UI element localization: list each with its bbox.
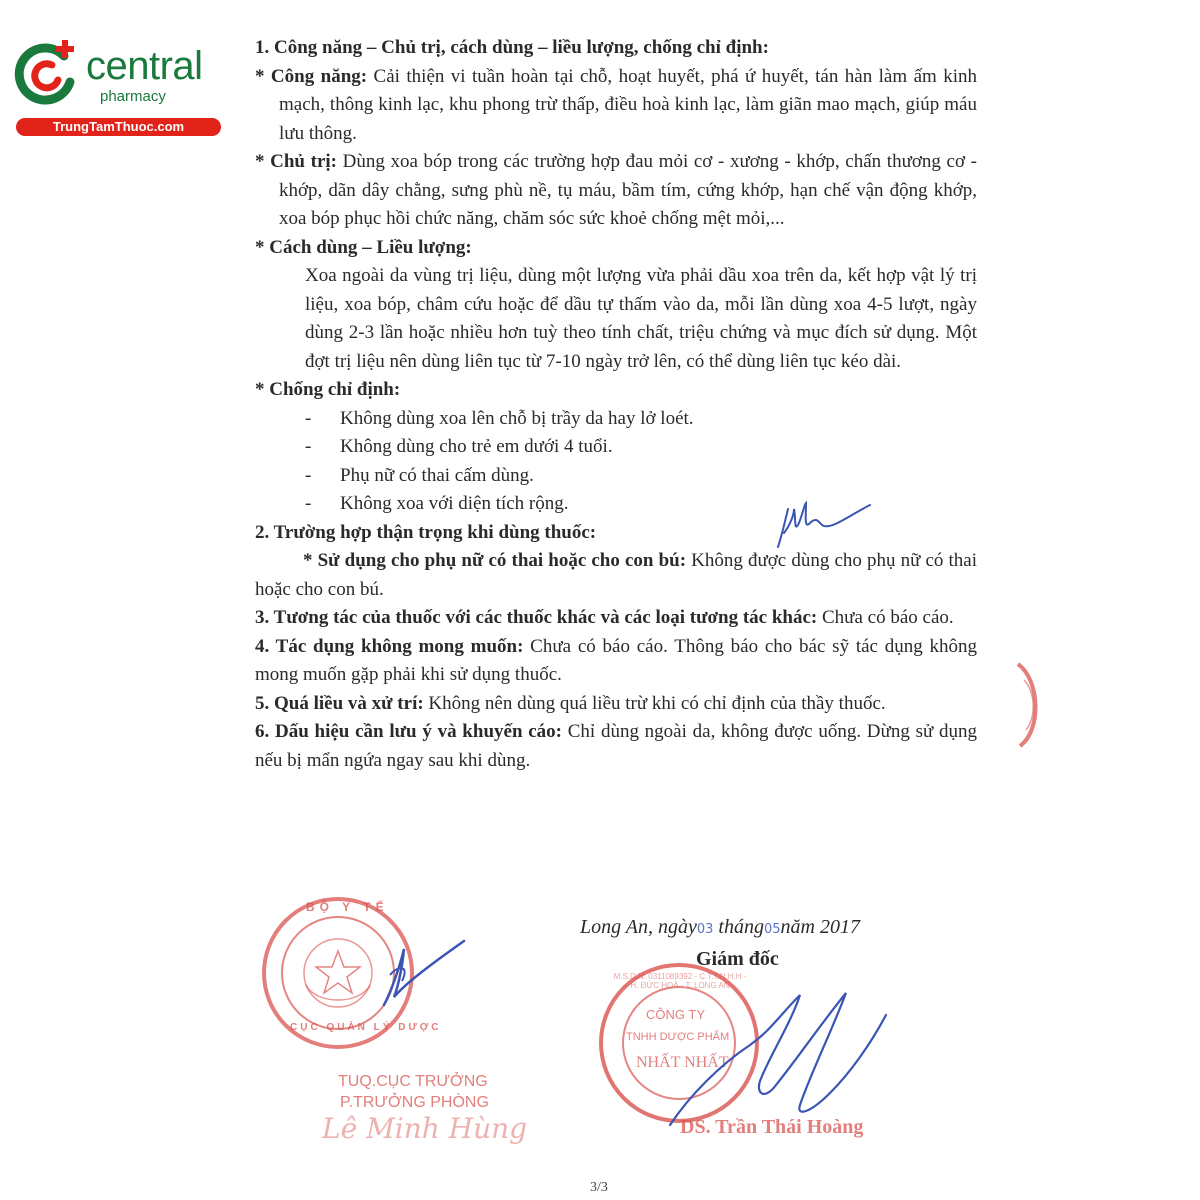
section-3-paragraph	[255, 604, 977, 633]
section-5-paragraph	[255, 690, 977, 719]
section-6-text: Chỉ dùng ngoài da, không được uống. Dừng sử dụng nếu bị mẩn ngứa ngay sau khi dùng.	[255, 721, 977, 771]
cach-dung-label: * Cách dùng – Liều lượng:	[255, 236, 472, 258]
chu-tri-text: Dùng xoa bóp trong các trường hợp đau mỏi cơ - xương - khớp, chấn thương cơ - khớp, dãn dây chằng, sưng phù nề, tụ máu, bầm tím, cứng khớp, hạn chế vận động khớp, xoa bóp phục hồi chức năng, chăm sóc sức khoẻ chống mệt mỏi,...	[279, 151, 978, 229]
bullet-dash: -	[305, 464, 312, 486]
section-2-paragraph	[255, 547, 977, 604]
logo-wordmark: central	[86, 44, 203, 88]
left-signer-name: Lê Minh Hùng	[322, 1112, 528, 1145]
signing-date	[580, 916, 860, 939]
section-5-text: Không nên dùng quá liều trừ khi có chỉ định của thầy thuốc.	[423, 692, 886, 714]
contraindication-text: Không dùng xoa lên chỗ bị trầy da hay lở loét.	[340, 407, 694, 429]
logo-subtitle: pharmacy	[100, 88, 166, 105]
section-4-label: 4. Tác dụng không mong muốn:	[255, 635, 524, 657]
bullet-dash: -	[305, 493, 312, 514]
chong-chi-dinh-label: * Chống chỉ định:	[255, 379, 401, 400]
date-day: 03	[696, 922, 714, 937]
section-4-paragraph	[255, 633, 977, 690]
cach-dung-text: Xoa ngoài da vùng trị liệu, dùng một lượng vừa phải dầu xoa trên da, kết hợp vật lý trị liệu, xoa bóp, châm cứu hoặc để dầu tự thấm vào da, mỗi lần dùng xoa 4-5 lượt, ngày dùng 2-3 lần hoặc nhiều hơn tuỳ theo tính chất, triệu chứng và mục đích sử dụng. Một đợt trị liệu nên dùng liên tục từ 7-10 ngày trở lên, có thể dùng liên tục kéo dài.	[305, 265, 977, 372]
company-stamp-line-3: NHẤT NHẤT	[636, 1054, 729, 1071]
date-month-word: tháng	[718, 916, 764, 938]
initials-signature-icon	[770, 495, 880, 555]
page-number: 3/3	[590, 1180, 608, 1195]
chu-tri-paragraph	[255, 148, 977, 234]
company-stamp-line-2: TNHH DƯỢC PHẨM	[626, 1031, 730, 1043]
partial-stamp-edge-icon	[1010, 660, 1050, 750]
section-3-label: 3. Tương tác của thuốc với các thuốc khác và các loại tương tác khác:	[255, 607, 818, 628]
section-6-paragraph	[255, 718, 977, 775]
contraindication-text: Không dùng cho trẻ em dưới 4 tuổi.	[340, 436, 613, 457]
company-stamp-ring-text: M.S.D.N: 0311089392 - C.T.T.N.H.H - H. ĐỨC HOÀ - T. LONG AN	[613, 972, 747, 990]
section-2-label: * Sử dụng cho phụ nữ có thai hoặc cho con bú:	[303, 550, 687, 571]
chu-tri-label: * Chủ trị:	[255, 151, 337, 172]
date-year: năm 2017	[780, 916, 860, 938]
left-stamp-top-text: BỘ Y TẾ	[306, 900, 389, 914]
section-5-label: 5. Quá liều và xử trí:	[255, 692, 424, 714]
section-3-text: Chưa có báo cáo.	[817, 607, 954, 628]
left-signature-icon	[380, 935, 470, 1015]
logo-url-banner: TrungTamThuoc.com	[16, 118, 221, 136]
contraindication-text: Phụ nữ có thai cấm dùng.	[340, 464, 534, 486]
contraindication-text: Không xoa với diện tích rộng.	[340, 493, 569, 514]
cong-nang-paragraph	[255, 63, 977, 149]
contraindication-item	[255, 433, 977, 462]
document-body	[255, 34, 977, 775]
cong-nang-label: * Công năng:	[255, 65, 368, 87]
left-signer-title-1: TUQ.CỤC TRƯỞNG	[338, 1073, 488, 1090]
right-signer-name: DS. Trần Thái Hoàng	[680, 1116, 864, 1138]
left-signer-title-2: P.TRƯỞNG PHÒNG	[340, 1094, 489, 1111]
left-stamp-bottom-text: CỤC QUẢN LÝ DƯỢC	[290, 1022, 442, 1033]
section-2-title: 2. Trường hợp thận trọng khi dùng thuốc:	[255, 521, 597, 543]
cong-nang-text: Cải thiện vi tuần hoàn tại chỗ, hoạt huyết, phá ứ huyết, tán hàn làm ấm kinh mạch, thông kinh lạc, khu phong trừ thấp, điều hoà kinh lạc, làm giãn mao mạch, giúp máu lưu thông.	[279, 65, 978, 144]
central-logo-icon	[12, 38, 82, 108]
section-6-label: 6. Dấu hiệu cần lưu ý và khuyến cáo:	[255, 721, 563, 742]
section-4-text: Chưa có báo cáo. Thông báo cho bác sỹ tác dụng không mong muốn gặp phải khi sử dụng thuốc.	[255, 635, 977, 685]
brand-logo	[12, 38, 212, 138]
director-title: Giám đốc	[696, 948, 779, 970]
section-1-title: 1. Công năng – Chủ trị, cách dùng – liều lượng, chống chỉ định:	[255, 37, 769, 58]
bullet-dash: -	[305, 407, 312, 429]
date-prefix: Long An, ngày	[580, 916, 697, 938]
bullet-dash: -	[305, 436, 312, 457]
company-stamp-line-1: CÔNG TY	[646, 1007, 705, 1022]
contraindication-item	[255, 462, 977, 491]
date-month: 05	[763, 922, 781, 937]
contraindication-item	[255, 405, 977, 434]
section-2-text: Không được dùng cho phụ nữ có thai hoặc cho con bú.	[255, 550, 978, 600]
